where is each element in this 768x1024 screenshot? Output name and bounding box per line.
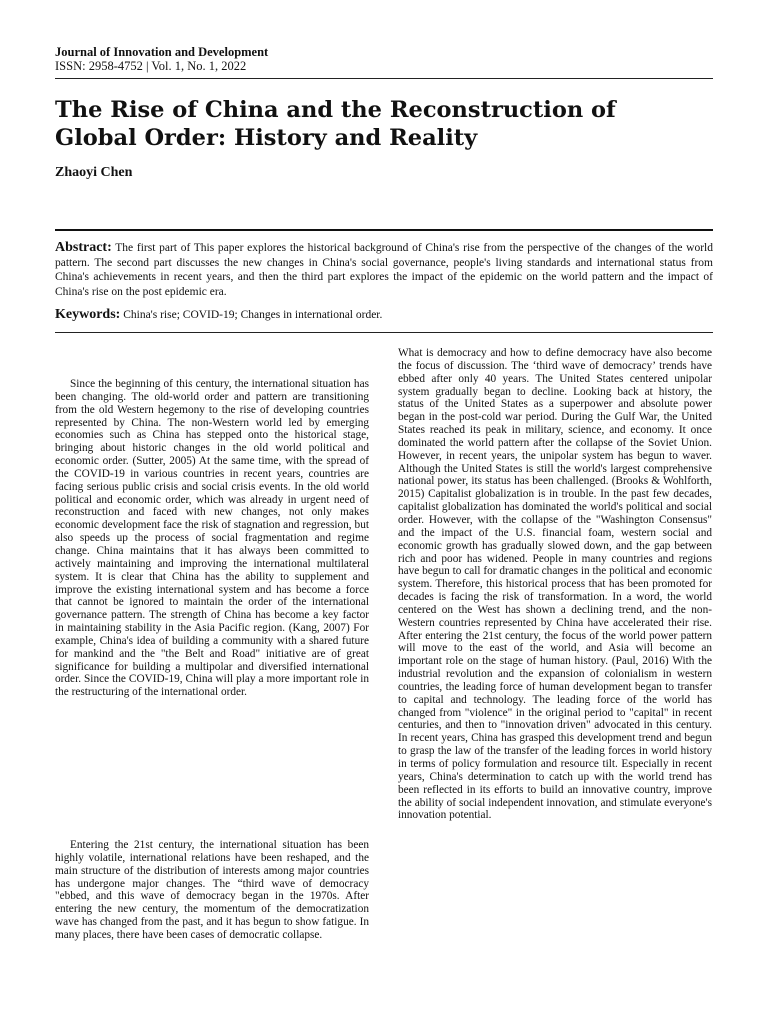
abstract-top-divider <box>55 229 713 231</box>
keywords-text: China's rise; COVID-19; Changes in international order. <box>123 309 383 321</box>
keywords-divider <box>55 332 713 333</box>
body-left-paragraph-1: Since the beginning of this century, the international situation has been changing. The old-world order and pattern are transitioning from the old Western hegemony to the rise of developing countries represented by China. The non-Western world led by emerging economies such as China has stepped onto the historical stage, bringing about historic changes in the old world political and economic order. (Sutter, 2005) At the same time, with the spread of the COVID-19 in various countries in recent years, countries are facing serious public crisis and social crisis events. In the old world political and economic order, which was already in urgent need of reconstruction and faced with new changes, not only makes economic development face the risk of stagnation and regression, but also speeds up the process of social fragmentation and regime change. China maintains that it has always been committed to actively maintaining and improving the international multilateral system. It is clear that China has the ability to supplement and improve the existing international system and has become a force that cannot be ignored to maintain the order of the international governance pattern. The strength of China has become a key factor in maintaining stability in the Asia Pacific region. (Kang, 2007) For example, China's idea of building a community with a shared future for mankind and the "the Belt and Road" initiative are of great significance for building a multipolar and diversified international order. Since the COVID-19, China will play a more important role in the restructuring of the international order. <box>55 378 369 699</box>
body-right-paragraph-1: What is democracy and how to define democracy have also become the focus of discussion. The ‘third wave of democracy’ trends have ebbed after only 40 years. The United States centered unipolar system gradually began to decline. Looking back at history, the status of the United States as a superpower and absolute power began in the post-cold war period. During the Gulf War, the United States reached its peak in military, science, and economy. It once dominated the world pattern after the collapse of the Soviet Union. However, in recent years, the unipolar system has begun to waver. Although the United States is still the world's largest comprehensive national power, its status has been challenged. (Brooks & Wohlforth, 2015) Capitalist globalization is in trouble. In the past few decades, capitalist globalization has dominated the world's political and social order. However, with the collapse of the "Washington Consensus" and the impact of the U.S. financial foam, western social and economic growth has gradually slowed down, and the gap between rich and poor has widened. People in many countries and regions have begun to call for dramatic changes in the political and economic system. Therefore, this historical process that has been promoted for decades is facing the risk of transformation. In a word, the world centered on the West has shown a declining trend, and the non-Western countries represented by China have accelerated their rise. After entering the 21st century, the focus of the world power pattern will move to the east of the world, and Asia will become an important role on the stage of human history. (Paul, 2016) With the industrial revolution and the expansion of colonialism in western countries, the leading force of human development began to transfer to capital and technology. The leading force of the world has changed from "violence" in the original period to "capital" in recent centuries, and then to "innovation driven" advocated in this century. In recent years, China has grasped this development trend and begun to grasp the law of the transfer of the leading forces in world history in terms of policy formulation and resource tilt. Especially in recent years, China's determination to catch up with the world trend has been reflected in its efforts to build an innovative country, improve the ability of social independent innovation, and stimulate everyone's innovation potential. <box>398 347 712 822</box>
body-left-paragraph-2: Entering the 21st century, the international situation has been highly volatile, international relations have been reshaped, and the main structure of the distribution of interests among major countries has undergone major changes. The “third wave of democracy "ebbed, and this wave of democracy began in the 1970s. After entering the new century, the momentum of the democratization wave has changed from the past, and it has begun to show fatigue. In many places, there have been cases of democratic collapse. <box>55 839 369 941</box>
abstract-label: Abstract: <box>55 240 112 255</box>
abstract-text: The first part of This paper explores the historical background of China's rise from the perspective of the changes of the world pattern. The second part discusses the new changes in China's social governance, people's living standards and international status from China's achievements in recent years, and then the third part explores the impact of the epidemic on the world pattern and the impact of China's rise on the post epidemic era. <box>55 242 714 299</box>
abstract-section <box>55 241 713 300</box>
keywords-label: Keywords: <box>55 307 121 322</box>
article-author: Zhaoyi Chen <box>55 165 133 180</box>
keywords-section <box>55 307 713 323</box>
header-divider <box>55 78 713 79</box>
article-title: The Rise of China and the Reconstruction of Global Order: History and Reality <box>55 97 616 151</box>
journal-issn-line: ISSN: 2958-4752 | Vol. 1, No. 1, 2022 <box>55 59 247 73</box>
journal-name: Journal of Innovation and Development <box>55 45 269 59</box>
